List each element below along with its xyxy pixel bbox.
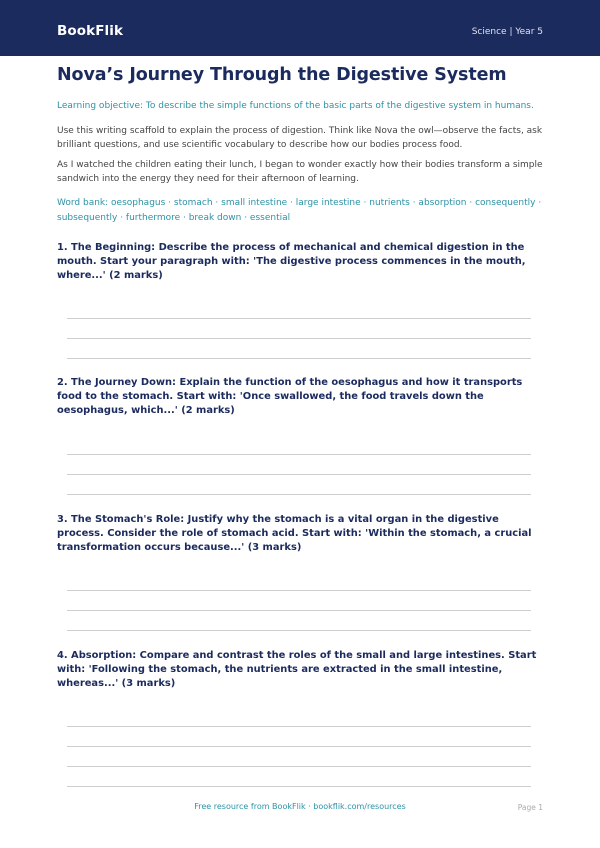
learning-objective: Learning objective: To describe the simple functions of the basic parts of the digestive system in humans. xyxy=(57,101,534,111)
answer-line[interactable] xyxy=(67,358,531,359)
header-bar xyxy=(0,0,600,56)
answer-line[interactable] xyxy=(67,590,531,591)
subject-label: Science | Year 5 xyxy=(471,27,543,37)
answer-line[interactable] xyxy=(67,726,531,727)
answer-line[interactable] xyxy=(67,630,531,631)
word-bank: Word bank: oesophagus · stomach · small intestine · large intestine · nutrients · absorption · consequently · subsequently · furthermore · break down · essential xyxy=(57,198,542,223)
answer-line[interactable] xyxy=(67,318,531,319)
page-title: Nova’s Journey Through the Digestive System xyxy=(57,65,507,85)
intro-paragraph: Use this writing scaffold to explain the process of digestion. Think like Nova the owl—observe the facts, ask brilliant questions, and use scientific vocabulary to describe how our bodies process food. xyxy=(57,126,543,150)
question-1: 1. The Beginning: Describe the process of mechanical and chemical digestion in the mouth. Start your paragraph with: 'The digestive process commences in the mouth, where...' (2 marks) xyxy=(57,242,526,281)
answer-line[interactable] xyxy=(67,610,531,611)
answer-line[interactable] xyxy=(67,338,531,339)
answer-line[interactable] xyxy=(67,494,531,495)
page-number: Page 1 xyxy=(517,803,543,812)
question-3: 3. The Stomach's Role: Justify why the stomach is a vital organ in the digestive process. Consider the role of stomach acid. Start with: 'Within the stomach, a crucial transformation occurs because...' (3 marks) xyxy=(57,514,532,553)
question-2: 2. The Journey Down: Explain the function of the oesophagus and how it transports food to the stomach. Start with: 'Once swallowed, the food travels down the oesophagus, which...' (2 marks) xyxy=(57,377,523,416)
footer-link[interactable]: Free resource from BookFlik · bookflik.com/resources xyxy=(194,802,406,811)
answer-line[interactable] xyxy=(67,746,531,747)
brand-logo[interactable]: BookFlik xyxy=(57,23,124,39)
question-4: 4. Absorption: Compare and contrast the roles of the small and large intestines. Start with: 'Following the stomach, the nutrients are extracted in the small intestine, whereas...' (3 marks) xyxy=(57,650,537,689)
answer-line[interactable] xyxy=(67,474,531,475)
answer-line[interactable] xyxy=(67,454,531,455)
answer-line[interactable] xyxy=(67,786,531,787)
intro-paragraph: As I watched the children eating their lunch, I began to wonder exactly how their bodies transform a simple sandwich into the energy they need for their afternoon of learning. xyxy=(57,160,543,184)
answer-line[interactable] xyxy=(67,766,531,767)
